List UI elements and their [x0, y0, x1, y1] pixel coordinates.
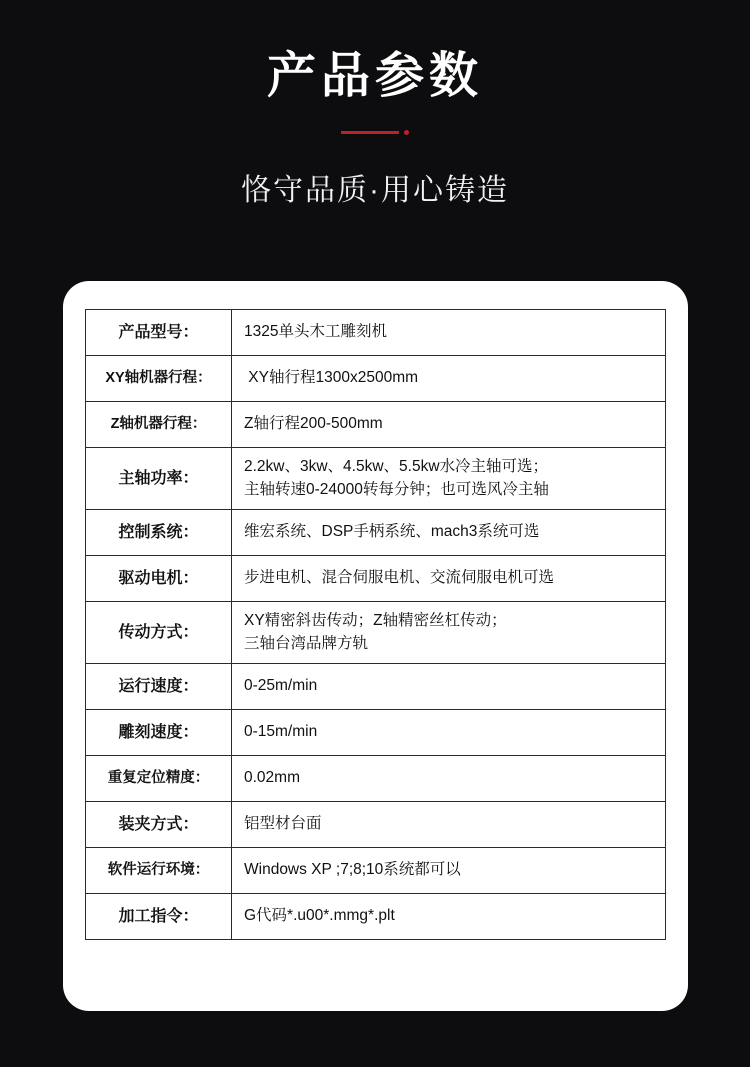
table-row: [86, 848, 666, 894]
spec-value-line: 铝型材台面: [244, 815, 322, 833]
spec-label: 驱动电机：: [86, 556, 232, 602]
spec-value: [232, 602, 666, 664]
spec-label: 加工指令：: [86, 894, 232, 940]
table-row: [86, 602, 666, 664]
spec-value-line: 主轴转速0-24000转每分钟；也可选风冷主轴: [244, 480, 549, 498]
spec-label: Z轴机器行程：: [86, 402, 232, 448]
spec-value-line: 0.02mm: [244, 769, 300, 787]
spec-value-line: Z轴行程200-500mm: [244, 415, 383, 433]
table-row: [86, 448, 666, 510]
spec-label: 产品型号：: [86, 310, 232, 356]
divider-line: [341, 131, 399, 134]
table-row: [86, 664, 666, 710]
table-row: [86, 310, 666, 356]
spec-value-line: 三轴台湾品牌方轨: [244, 634, 369, 652]
table-row: [86, 894, 666, 940]
spec-label: 软件运行环境：: [86, 848, 232, 894]
spec-value: [232, 802, 666, 848]
spec-value-line: 0-25m/min: [244, 677, 318, 695]
page-title: 产品参数: [266, 49, 483, 103]
spec-label: XY轴机器行程：: [86, 356, 232, 402]
spec-value: [232, 664, 666, 710]
spec-value-line: XY轴行程1300x2500mm: [244, 369, 419, 387]
spec-value: [232, 402, 666, 448]
spec-value-line: XY精密斜齿传动；Z轴精密丝杠传动；: [244, 612, 507, 630]
spec-value: [232, 848, 666, 894]
page-header: [0, 0, 750, 209]
spec-label: 传动方式：: [86, 602, 232, 664]
table-row: [86, 802, 666, 848]
spec-label: 控制系统：: [86, 510, 232, 556]
title-divider: [0, 125, 750, 139]
spec-label: 装夹方式：: [86, 802, 232, 848]
spec-value-line: 维宏系统、DSP手柄系统、mach3系统可选: [244, 523, 540, 541]
spec-value: [232, 510, 666, 556]
spec-table: [85, 309, 666, 940]
table-row: [86, 756, 666, 802]
spec-value-line: Windows XP ;7;8;10系统都可以: [244, 861, 461, 879]
spec-value: [232, 710, 666, 756]
spec-label: 重复定位精度：: [86, 756, 232, 802]
spec-label: 主轴功率：: [86, 448, 232, 510]
divider-dot: [404, 130, 409, 135]
spec-value: [232, 756, 666, 802]
spec-value-line: 步进电机、混合伺服电机、交流伺服电机可选: [244, 569, 555, 587]
spec-value: [232, 310, 666, 356]
spec-value-line: G代码*.u00*.mmg*.plt: [244, 907, 395, 925]
spec-label: 雕刻速度：: [86, 710, 232, 756]
spec-value-line: 0-15m/min: [244, 723, 318, 741]
spec-label: 运行速度：: [86, 664, 232, 710]
spec-value-line: 2.2kw、3kw、4.5kw、5.5kw水冷主轴可选；: [244, 458, 549, 476]
spec-card: [63, 281, 688, 1011]
table-row: [86, 710, 666, 756]
table-row: [86, 510, 666, 556]
spec-value: [232, 894, 666, 940]
page-subtitle: 恪守品质·用心铸造: [241, 174, 509, 208]
spec-table-body: [86, 310, 666, 940]
table-row: [86, 402, 666, 448]
spec-value: [232, 556, 666, 602]
table-row: [86, 356, 666, 402]
spec-value: [232, 448, 666, 510]
spec-value: [232, 356, 666, 402]
table-row: [86, 556, 666, 602]
spec-value-line: 1325单头木工雕刻机: [244, 323, 387, 341]
